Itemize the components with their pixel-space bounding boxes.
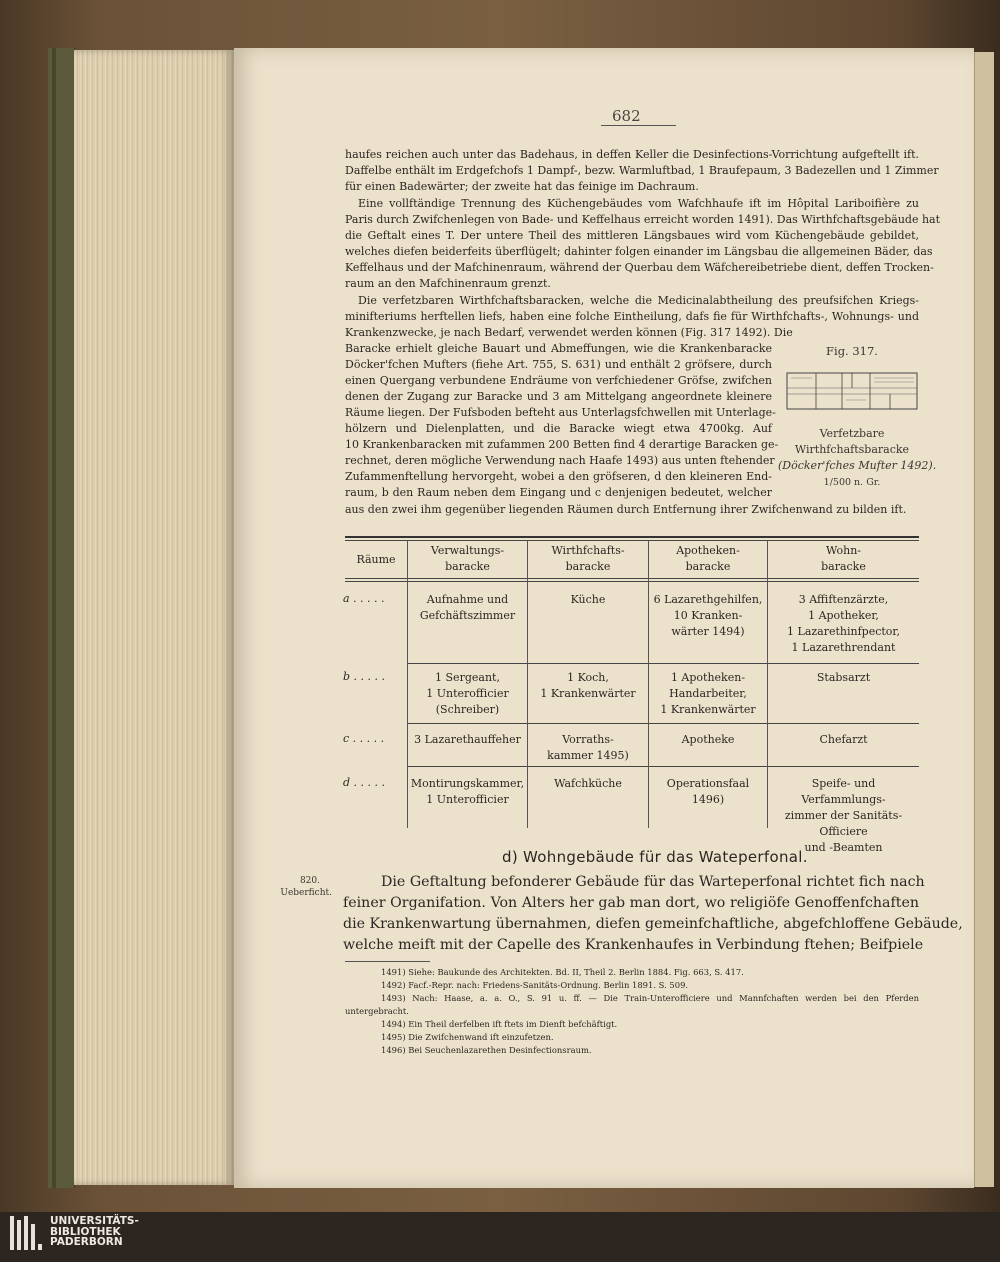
footnote: 1496) Bei Seuchenlazarethen Desinfectionsraum. xyxy=(381,1045,592,1055)
text-line: Paris durch Zwifchenlegen von Bade- und Keffelhaus erreicht worden 1491). Das Wirthfchaftsgebäude hat xyxy=(345,213,941,226)
text-line: aus den zwei ihm gegenüber liegenden Räumen durch Entfernung ihrer Zwifchenwand zu bilden ift. xyxy=(345,503,907,516)
text-line: minifteriums herftellen liefs, haben eine folche Eintheilung, dafs fie für Wirthfchafts-, Wohnungs- und xyxy=(345,310,919,323)
figure-caption: Wirthfchaftsbaracke xyxy=(794,443,910,456)
table-header-rule xyxy=(345,581,919,582)
footnote-rule xyxy=(345,961,430,962)
footnote: 1495) Die Zwifchenwand ift einzufetzen. xyxy=(381,1032,554,1042)
table-cell: Chefarzt xyxy=(819,733,868,746)
logo-line: UNIVERSITÄTS- xyxy=(50,1215,139,1227)
text-line: raum, b den Raum neben dem Eingang und c denjenigen bedeutet, welcher xyxy=(345,486,772,499)
margin-number: 820. xyxy=(299,876,320,886)
figure-caption: (Döcker'fches Mufter 1492). xyxy=(778,459,937,472)
text-line: 10 Krankenbaracken mit zufammen 200 Betten find 4 derartige Baracken ge- xyxy=(345,438,779,451)
text-line: Die Geftaltung befonderer Gebäude für das Warteperfonal richtet fich nach xyxy=(381,874,925,890)
text-line: Eine vollftändige Trennung des Küchengebäudes vom Wafchhaufe ift im Hôpital Lariboifière zu xyxy=(358,197,919,210)
text-line: Keffelhaus und der Mafchinenraum, während der Querbau dem Wäfchereibetriebe dient, deffen Trocken- xyxy=(345,261,934,274)
text-line: haufes reichen auch unter das Badehaus, in deffen Keller die Desinfections-Vorrichtung aufgeftellt ift. xyxy=(345,148,919,161)
table-header-cell: Räume xyxy=(356,553,396,566)
text-line: Krankenzwecke, je nach Bedarf, verwendet werden können (Fig. 317 1492). Die xyxy=(345,326,793,339)
library-footer xyxy=(0,1212,1000,1262)
logo-line: BIBLIOTHEK xyxy=(50,1225,121,1238)
figure-caption: Verfetzbare xyxy=(819,427,885,440)
text-line: die Krankenwartung übernahmen, diefen gemeinfchaftliche, abgefchloffene Gebäude, xyxy=(343,916,963,932)
table-cell: Küche xyxy=(570,593,606,606)
table-cell: 1 Koch, 1 Krankenwärter xyxy=(540,671,636,700)
next-page-edge xyxy=(974,52,995,1187)
page-number-rule xyxy=(601,125,676,126)
text-line: Räume liegen. Der Fufsboden befteht aus Unterlagsfchwellen mit Unterlage- xyxy=(345,406,776,419)
text-line: Die verfetzbaren Wirthfchaftsbaracken, welche die Medicinalabtheilung des preufsifchen Kriegs- xyxy=(358,294,919,307)
logo-line: PADERBORN xyxy=(50,1236,123,1248)
table-header-cell: Wohn- baracke xyxy=(821,544,866,573)
table-cell: Operationsfaal 1496) xyxy=(666,777,750,806)
text-line: für einen Badewärter; der zweite hat das feinige im Dachraum. xyxy=(345,180,699,193)
table-row-rule xyxy=(408,663,919,664)
table-cell: 3 Lazarethauffeher xyxy=(414,733,521,746)
table-cell: Wafchküche xyxy=(554,777,622,790)
text-line: Döcker'fchen Mufters (fiehe Art. 755, S. 631) und enthält 2 gröfsere, durch xyxy=(345,358,772,371)
book-binding xyxy=(48,48,75,1188)
table-cell: Apotheke xyxy=(681,733,735,746)
footnote: 1491) Siehe: Baukunde des Architekten. Bd. II, Theil 2. Berlin 1884. Fig. 663, S. 417. xyxy=(381,967,744,977)
text-line: einen Quergang verbundene Endräume von verfchiedener Gröfse, zwifchen xyxy=(345,374,772,387)
text-line: rechnet, deren mögliche Verwendung nach Haafe 1493) aus unten ftehender xyxy=(345,454,775,467)
text-line: feiner Organifation. Von Alters her gab man dort, wo religiöfe Genoffenfchaften xyxy=(343,895,919,911)
cover-edge xyxy=(994,40,1000,1200)
text-line: raum an den Mafchinenraum grenzt. xyxy=(345,277,551,290)
table-cell: 1 Apotheken- Handarbeiter, 1 Krankenwärter xyxy=(660,671,756,716)
table-cell: Aufnahme und Gefchäftszimmer xyxy=(419,593,516,622)
page-number: 682 xyxy=(612,107,641,125)
text-line: die Geftalt eines T. Der untere Theil des mittleren Längsbaues wird vom Küchengebäude gebildet, xyxy=(345,229,919,242)
footnote: 1493) Nach: Haase, a. a. O., S. 91 u. ff. — Die Train-Unterofficiere und Mannfchaften werden bei den Pferden xyxy=(381,993,919,1003)
text-line: denen der Zugang zur Baracke und 3 am Mittelgang angeordnete kleinere xyxy=(345,390,772,403)
library-logo-text xyxy=(50,1216,139,1248)
table-row-label: d . . . . . xyxy=(343,776,386,789)
table-cell: Montirungskammer, 1 Unterofficier xyxy=(410,777,525,806)
footnote: untergebracht. xyxy=(345,1006,409,1016)
section-heading: d) Wohngebäude für das Wateperfonal. xyxy=(502,848,808,866)
figure-label: Fig. 317. xyxy=(826,344,878,358)
text-line: welches diefen beiderfeits überflügelt; dahinter folgen einander im Längsbau die allgemeinen Bäder, das xyxy=(345,245,933,258)
table-row-rule xyxy=(408,766,919,767)
table-row-rule xyxy=(408,723,919,724)
table-cell: 1 Sergeant, 1 Unterofficier (Schreiber) xyxy=(426,671,509,716)
figure-scale: 1/500 n. Gr. xyxy=(823,477,881,488)
table-cell: Vorraths- kammer 1495) xyxy=(547,733,629,762)
table-cell: 6 Lazarethgehilfen, 10 Kranken- wärter 1494) xyxy=(653,593,763,638)
library-logo-icon xyxy=(10,1216,42,1256)
table-header-cell: Apotheken- baracke xyxy=(676,544,740,573)
table-header-cell: Wirthfchafts- baracke xyxy=(551,544,625,573)
table-row-label: b . . . . . xyxy=(343,670,386,683)
table-row-label: c . . . . . xyxy=(343,732,385,745)
text-line: Daffelbe enthält im Erdgefchofs 1 Dampf-, bezw. Warmluftbad, 1 Braufераum, 3 Badezellen und 1 Zimmer xyxy=(345,164,939,177)
table-header-cell: Verwaltungs- baracke xyxy=(430,544,505,573)
table-cell: 3 Affiftenzärzte, 1 Apotheker, 1 Lazarethinfpector, 1 Lazarethrendant xyxy=(787,593,900,654)
text-line: hölzern und Dielenplatten, und die Baracke wiegt etwa 4700kg. Auf xyxy=(345,422,772,435)
text-line: welche meift mit der Capelle des Krankenhaufes in Verbindung ftehen; Beifpiele xyxy=(343,937,924,953)
text-line: Zufammenftellung hervorgeht, wobei a den gröfseren, d den kleineren End- xyxy=(345,470,772,483)
table-header-rule xyxy=(345,578,919,579)
table-top-rule xyxy=(345,540,919,541)
table-top-rule xyxy=(345,536,919,538)
figure-floorplan xyxy=(786,370,918,412)
footnote: 1494) Ein Theil derfelben ift ftets im Dienft befchäftigt. xyxy=(381,1019,618,1029)
table-cell: Stabsarzt xyxy=(816,671,871,684)
text-line: Baracke erhielt gleiche Bauart und Abmeffungen, wie die Krankenbaracke xyxy=(345,342,772,355)
page-edges xyxy=(74,50,234,1185)
footnote: 1492) Facf.-Repr. nach: Friedens-Sanitäts-Ordnung. Berlin 1891. S. 509. xyxy=(381,980,689,990)
table-cell: Speife- und Verfammlungs- zimmer der Sanitäts-Officiere und -Beamten xyxy=(784,777,903,854)
margin-label: Ueberficht. xyxy=(280,888,332,898)
table-row-label: a . . . . . xyxy=(343,592,385,605)
